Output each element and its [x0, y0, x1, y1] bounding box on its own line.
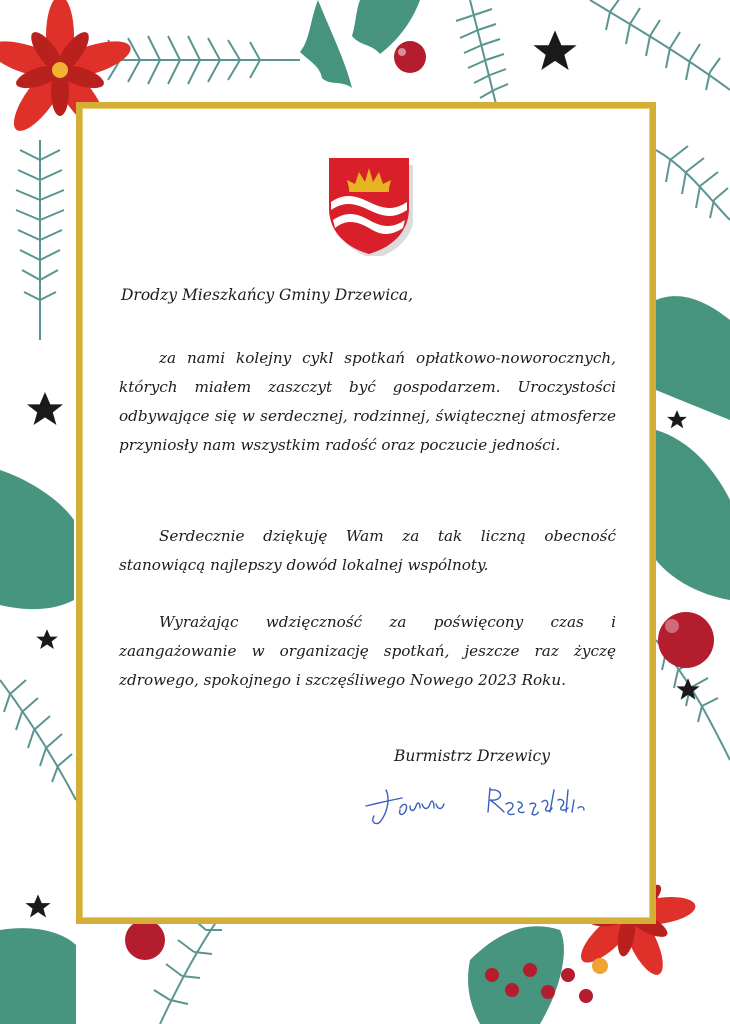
berry-icon	[592, 958, 608, 974]
berry-icon	[485, 968, 499, 982]
holly-leaf-icon	[0, 470, 74, 609]
star-icon	[25, 894, 50, 917]
star-icon	[36, 629, 58, 649]
berry-icon	[523, 963, 537, 977]
holly-leaf-icon	[468, 926, 564, 1024]
berry-icon	[125, 920, 165, 960]
star-icon	[533, 30, 576, 70]
berry-icon	[541, 985, 555, 999]
greeting: Drodzy Mieszkańcy Gminy Drzewica,	[121, 286, 413, 304]
paragraph-3: Wyrażając wdzięczność za poświęcony czas i zaangażowanie w organizację spotkań, jeszcze raz życzę zdrowego, spokojnego i szczęśliwego Nowego 2023 Roku.	[119, 613, 616, 689]
paragraph-1: za nami kolejny cykl spotkań opłatkowo-noworocznych, których miałem zaszczyt być gospodarzem. Uroczystości odbywające się w serdecznej, rodzinnej, świątecznej atmosferze przyniosły nam wszystkim radość oraz poczucie jedności.	[119, 349, 616, 454]
star-icon	[27, 392, 63, 425]
berry-icon	[658, 612, 714, 668]
star-icon	[667, 410, 687, 428]
paragraph-2: Serdecznie dziękuję Wam za tak liczną obecność stanowiącą najlepszy dowód lokalnej wspólnoty.	[119, 527, 616, 574]
handwritten-signature	[362, 782, 592, 828]
coat-of-arms-icon	[325, 152, 413, 256]
holly-leaf-icon	[300, 0, 352, 88]
berry-icon	[505, 983, 519, 997]
holly-leaf-icon	[0, 928, 76, 1024]
berry-icon	[579, 989, 593, 1003]
berry-icon	[561, 968, 575, 982]
holly-leaf-icon	[656, 296, 730, 420]
signature-title: Burmistrz Drzewicy	[394, 747, 550, 765]
berry-icon	[394, 41, 426, 73]
holly-leaf-icon	[656, 430, 730, 600]
